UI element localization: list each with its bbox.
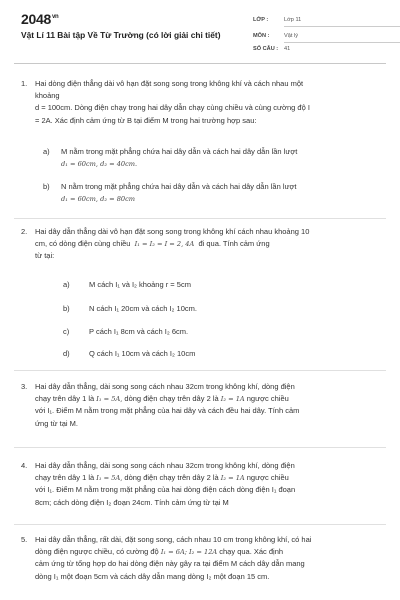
item-b-text: N cách I₁ 20cm và cách I₂ 10cm. — [89, 304, 197, 313]
question-2-text — [35, 226, 379, 263]
question-3 — [21, 381, 381, 431]
question-1-part-a — [43, 146, 388, 174]
question-3-line-2a: chạy trên dây 1 là — [35, 394, 95, 404]
question-3-line-2b: dòng điện chạy trên dây 2 là — [124, 394, 219, 404]
question-1-part-b — [43, 181, 388, 209]
question-1-text — [35, 78, 379, 127]
question-3-line-3: với I₁. Điểm M nằm trong mặt phẳng của hai dây và cách đều hai dây. Tính cảm — [35, 406, 300, 416]
meta-class-key: LỚP : — [253, 17, 269, 23]
question-1-line-4: = 2A. Xác định cảm ứng từ B tại điểm M trong hai trường hợp sau: — [35, 115, 257, 125]
part-b-formula: d₁ = 60cm, d₂ = 80cm — [61, 195, 136, 204]
header-divider — [14, 63, 386, 64]
meta-subject — [253, 33, 298, 39]
meta-count-value: 41 — [284, 46, 291, 52]
meta-class-value: Lớp 11 — [284, 17, 302, 23]
question-5-line-4: dòng I₁ một đoạn 5cm và cách dây dẫn mang dòng I₂ một đoạn 15 cm. — [35, 571, 270, 581]
question-2-number: 2. — [21, 227, 28, 236]
question-2 — [21, 226, 381, 266]
question-3-number: 3. — [21, 382, 28, 391]
question-5-number: 5. — [21, 535, 28, 544]
question-separator — [14, 524, 386, 525]
question-separator — [14, 447, 386, 448]
question-2-line-2a: cm, có dòng điện cùng chiều — [35, 239, 131, 249]
item-d-label: d) — [63, 349, 70, 358]
document-header — [0, 0, 400, 70]
question-4-line-4: 8cm; cách dòng điện I₂ đoạn 24cm. Tính cảm ứng từ tại M — [35, 497, 229, 507]
question-5-line-2b: chạy qua. Xác định — [219, 547, 284, 557]
question-3-line-4: ứng từ tại M. — [35, 418, 78, 428]
brand-suffix: vn — [51, 14, 59, 21]
meta-class — [253, 17, 301, 23]
question-3-formula-1: I₁ = 5A, — [96, 395, 123, 404]
question-4-number: 4. — [21, 461, 28, 470]
question-5-line-2a: dòng điện ngược chiều, có cường độ — [35, 547, 159, 557]
question-2-formula: I₁ = I₂ = I = 2, 4A — [134, 240, 195, 249]
question-5 — [21, 534, 381, 590]
question-1-line-1: Hai dòng điện thẳng dài vô hạn đặt song song trong không khí và cách nhau một — [35, 79, 304, 88]
question-3-line-2c: ngược chiều — [246, 394, 289, 404]
item-c-label: c) — [63, 327, 70, 336]
question-separator — [14, 370, 386, 371]
question-4-line-2b: dòng điện chạy trên dây 2 là — [124, 473, 219, 483]
part-a-formula: d₁ = 60cm, d₂ = 40cm. — [61, 160, 138, 169]
part-a-label: a) — [43, 147, 50, 156]
brand-logo[interactable] — [21, 11, 58, 27]
question-3-formula-2: I₂ = 1A — [220, 395, 245, 404]
question-4-line-2a: chạy trên dây 1 là — [35, 473, 95, 483]
document-title: Vật Lí 11 Bài tập Về Từ Trường (có lời giải chi tiết) — [21, 30, 221, 40]
question-4-line-1: Hai dây dẫn thẳng, dài song song cách nhau 32cm trong không khí, dòng điện — [35, 461, 295, 470]
question-2-line-3: từ tại: — [35, 251, 55, 261]
part-a-text: M nằm trong mặt phẳng chứa hai dây dẫn và cách hai dây dẫn lần lượt — [61, 147, 298, 156]
question-4-line-2c: ngược chiều — [246, 473, 289, 483]
question-4 — [21, 460, 381, 510]
question-4-formula-1: I₁ = 5A, — [96, 474, 123, 483]
part-b-text: N nằm trong mặt phẳng chứa hai dây dẫn và cách hai dây dẫn lần lượt — [61, 182, 297, 191]
question-4-line-2 — [35, 472, 379, 484]
item-a-text: M cách I₁ và I₂ khoảng r = 5cm — [89, 280, 191, 289]
item-a-label: a) — [63, 280, 70, 289]
item-b-label: b) — [63, 304, 70, 313]
question-1-line-2: khoảng — [35, 91, 60, 101]
question-5-line-2 — [35, 546, 379, 558]
question-4-line-3: với I₁. Điểm M nằm trong mặt phẳng của hai dòng điện cách dòng điện I₁ đoạn — [35, 485, 296, 495]
item-c-text: P cách I₁ 8cm và cách I₂ 6cm. — [89, 327, 189, 336]
meta-count-key: SỐ CÂU : — [253, 46, 279, 52]
meta-count — [253, 46, 290, 52]
question-2-line-2b: đi qua. Tính cảm ứng — [198, 239, 270, 249]
brand-name: 2048 — [21, 11, 51, 27]
meta-subject-key: MÔN : — [253, 33, 270, 39]
question-1-number: 1. — [21, 79, 28, 88]
question-1-line-3: d = 100cm. Dòng điện chạy trong hai dây dẫn chạy cùng chiều và cùng cường độ I — [35, 103, 310, 113]
question-4-text — [35, 460, 379, 509]
question-separator — [14, 218, 386, 219]
question-5-formula: I₁ = 6A; I₂ = 12A — [160, 548, 218, 557]
question-3-text — [35, 381, 379, 430]
part-b-label: b) — [43, 182, 50, 191]
item-d-text: Q cách I₁ 10cm và cách I₂ 10cm — [89, 349, 196, 358]
question-5-text — [35, 534, 379, 583]
question-4-formula-2: I₂ = 1A — [220, 474, 245, 483]
question-2-line-1: Hai dây dẫn thẳng dài vô hạn đặt song song trong không khí cách nhau khoảng 10 — [35, 227, 310, 236]
question-1 — [21, 78, 381, 138]
meta-subject-value: Vật lý — [284, 33, 298, 39]
question-3-line-1: Hai dây dẫn thẳng, dài song song cách nhau 32cm trong không khí, dòng điện — [35, 382, 295, 391]
question-5-line-1: Hai dây dẫn thẳng, rất dài, đặt song song, cách nhau 10 cm trong không khí, có hai — [35, 535, 312, 544]
question-2-line-2 — [35, 238, 379, 250]
question-3-line-2 — [35, 393, 379, 405]
question-5-line-3: cảm ứng từ tổng hợp do hai dòng điện này gây ra tại điểm M cách dây dẫn mang — [35, 559, 305, 569]
